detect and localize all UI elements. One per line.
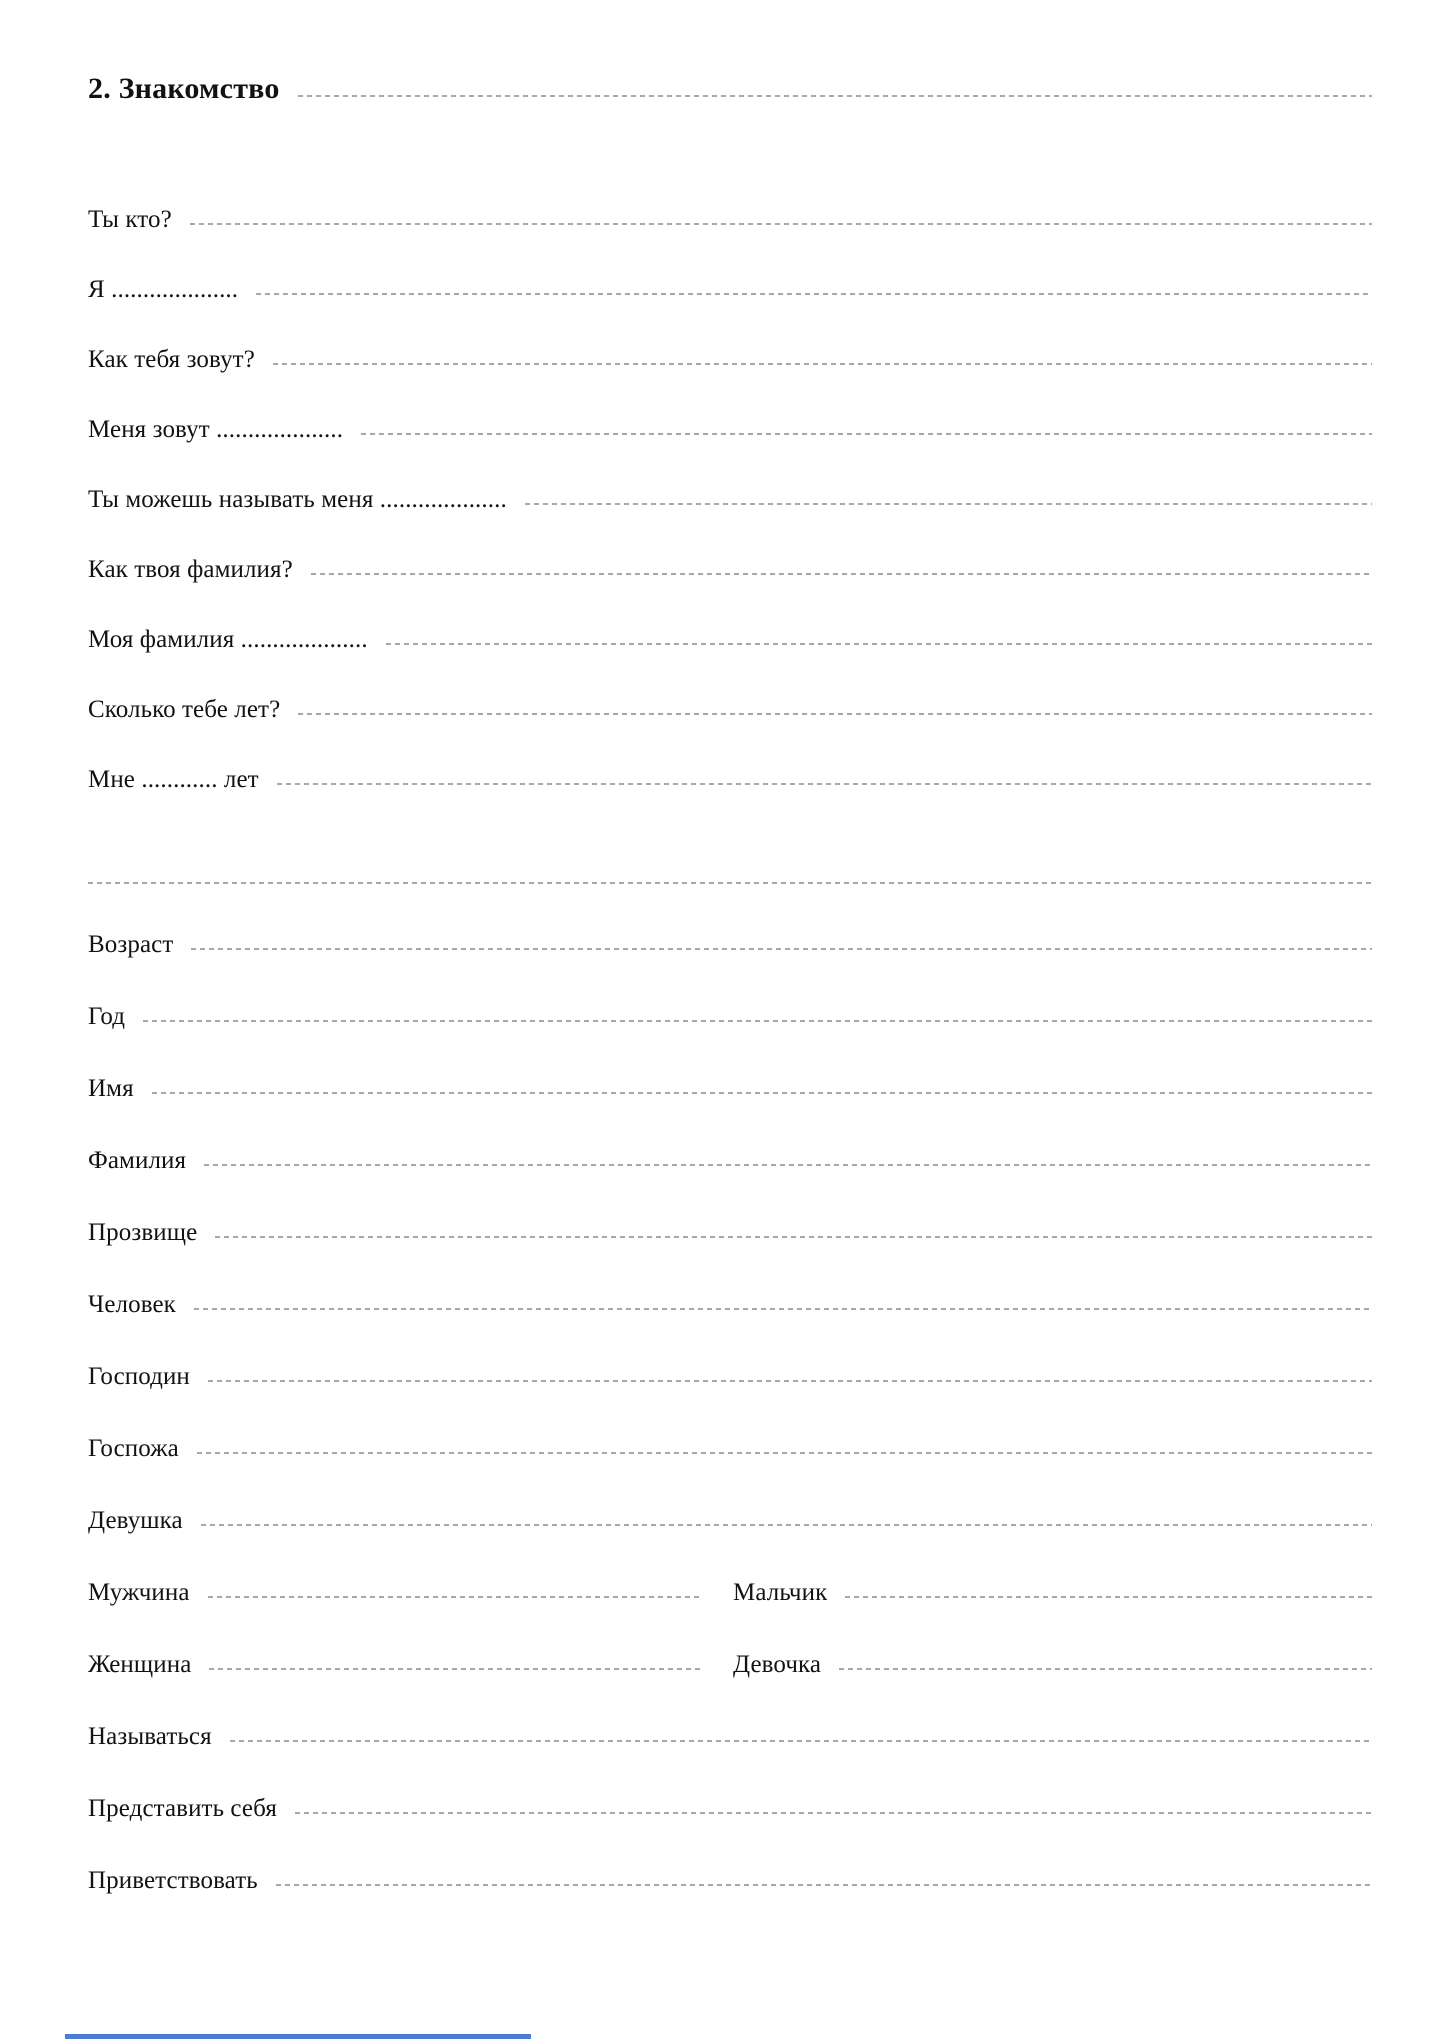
row-label: Женщина	[88, 1651, 192, 1678]
fill-in-line	[273, 363, 1372, 365]
row-label: Как твоя фамилия?	[88, 556, 293, 583]
vocab-row	[88, 1173, 1372, 1245]
fill-in-line	[191, 948, 1372, 950]
fill-in-line	[525, 503, 1372, 505]
row-label: Называться	[88, 1723, 212, 1750]
row-label: Приветствовать	[88, 1867, 258, 1894]
fill-in-line	[361, 433, 1372, 435]
separator-fill-line	[88, 882, 1372, 884]
vocab-row	[88, 1461, 1372, 1533]
row-label: Господин	[88, 1363, 190, 1390]
row-label: Меня зовут ....................	[88, 416, 344, 443]
vocab-row	[88, 885, 1372, 957]
fill-in-line	[152, 1092, 1372, 1094]
vocab-row	[88, 1389, 1372, 1461]
row-label: Сколько тебе лет?	[88, 696, 281, 723]
vocab-cell-left	[88, 1580, 700, 1605]
fill-in-line	[201, 1524, 1372, 1526]
phrase-row	[88, 652, 1372, 722]
row-label: Как тебя зовут?	[88, 346, 255, 373]
fill-in-line	[295, 1812, 1372, 1814]
vocab-row	[88, 1821, 1372, 1893]
vocab-row-pair	[88, 1605, 1372, 1677]
phrase-row	[88, 162, 1372, 232]
row-label: Девочка	[733, 1651, 822, 1678]
vocab-row	[88, 957, 1372, 1029]
row-label: Фамилия	[88, 1147, 187, 1174]
fill-in-line	[230, 1740, 1372, 1742]
vocab-row	[88, 1749, 1372, 1821]
row-label: Госпожа	[88, 1435, 179, 1462]
fill-in-line	[276, 1884, 1372, 1886]
phrase-row	[88, 512, 1372, 582]
fill-in-line	[845, 1596, 1372, 1598]
fill-in-line	[194, 1308, 1372, 1310]
row-label: Девушка	[88, 1507, 183, 1534]
fill-in-line	[204, 1164, 1372, 1166]
fill-in-line	[215, 1236, 1372, 1238]
row-label: Мне ............ лет	[88, 766, 259, 793]
row-label: Человек	[88, 1291, 176, 1318]
row-label: Возраст	[88, 931, 174, 958]
vocab-cell-right	[733, 1652, 1372, 1677]
vocabulary-section	[88, 885, 1372, 1893]
vocab-row	[88, 1101, 1372, 1173]
fill-in-line	[386, 643, 1372, 645]
row-label: Ты кто?	[88, 206, 172, 233]
row-label: Ты можешь называть меня ....................	[88, 486, 507, 513]
vocab-row	[88, 1245, 1372, 1317]
vocab-row	[88, 1317, 1372, 1389]
fill-in-line	[209, 1668, 700, 1670]
title-row	[88, 58, 1372, 104]
page-edge-marker	[65, 2034, 531, 2039]
page-title: 2. Знакомство	[88, 72, 280, 105]
vocab-row-pair	[88, 1533, 1372, 1605]
phrase-row	[88, 302, 1372, 372]
row-label: Имя	[88, 1075, 134, 1102]
row-label: Я ....................	[88, 276, 239, 303]
phrase-row	[88, 442, 1372, 512]
vocab-row	[88, 1029, 1372, 1101]
fill-in-line	[277, 783, 1372, 785]
row-label: Моя фамилия ....................	[88, 626, 368, 653]
vocab-cell-right	[733, 1580, 1372, 1605]
fill-in-line	[208, 1596, 700, 1598]
phrase-row	[88, 372, 1372, 442]
fill-in-line	[256, 293, 1372, 295]
fill-in-line	[298, 713, 1372, 715]
fill-in-line	[839, 1668, 1372, 1670]
vocab-row	[88, 1677, 1372, 1749]
phrases-section	[88, 162, 1372, 792]
phrase-row	[88, 232, 1372, 302]
fill-in-line	[143, 1020, 1372, 1022]
vocab-cell-left	[88, 1652, 700, 1677]
row-label: Представить себя	[88, 1795, 277, 1822]
title-fill-line	[298, 95, 1372, 97]
row-label: Мужчина	[88, 1579, 190, 1606]
fill-in-line	[197, 1452, 1372, 1454]
phrase-row	[88, 722, 1372, 792]
fill-in-line	[311, 573, 1372, 575]
row-label: Прозвище	[88, 1219, 198, 1246]
row-label: Год	[88, 1003, 126, 1030]
phrase-row	[88, 582, 1372, 652]
fill-in-line	[190, 223, 1372, 225]
row-label: Мальчик	[733, 1579, 828, 1606]
fill-in-line	[208, 1380, 1372, 1382]
